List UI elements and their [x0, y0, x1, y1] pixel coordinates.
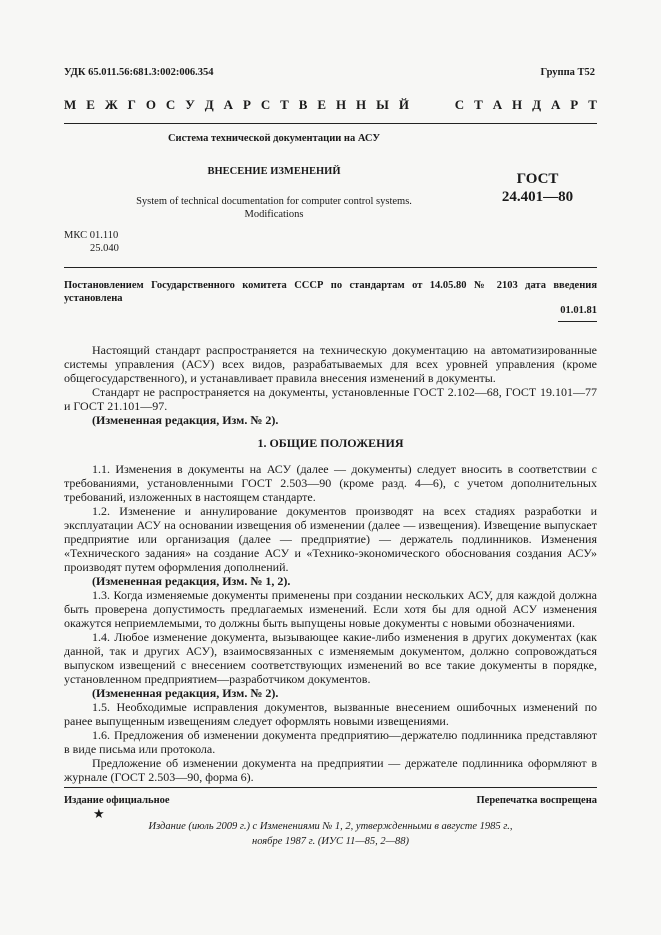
heading-letter — [419, 97, 427, 113]
star-icon: ★ — [93, 806, 105, 821]
heading-letter: У — [185, 97, 195, 112]
heading-letter: А — [492, 97, 503, 112]
heading-letter: С — [454, 97, 465, 112]
english-title-line2: Modifications — [244, 209, 304, 220]
heading-letter: Р — [242, 97, 251, 112]
section-heading: 1. ОБЩИЕ ПОЛОЖЕНИЯ — [257, 436, 404, 450]
introduction-date: 01.01.81 — [560, 305, 597, 316]
udk-code: УДК 65.011.56:681.3:002:006.354 — [64, 67, 214, 78]
heading-letter: Р — [570, 97, 579, 112]
document-title: ВНЕСЕНИЕ ИЗМЕНЕНИЙ — [207, 166, 341, 177]
heading-letter: О — [145, 97, 156, 112]
heading-letter: Е — [317, 97, 327, 112]
official-edition-label: Издание официальное — [64, 795, 170, 806]
heading-letter: С — [165, 97, 176, 112]
heading-letter: Т — [474, 97, 483, 112]
english-title — [64, 195, 484, 221]
issue-info-line2: ноябре 1987 г. (ИУС 11—85, 2—88) — [251, 836, 409, 847]
clause-1-1: 1.1. Изменения в документы на АСУ (далее — документы) следует вносить в соответствии с требованиями, установленными ГОСТ 2.503—90 (кроме разд. 4—6), с учетом дополнительных требований, изложенных в настоящем стандарте. — [64, 462, 597, 504]
english-title-line1: System of technical documentation for computer control systems. — [136, 196, 412, 207]
heading-letter: Д — [532, 97, 542, 112]
clause-1-5: 1.5. Необходимые исправления документов, вызванные внесением ошибочных изменений по ранее выпущенным извещениям следует оформлять новыми извещениями. — [64, 700, 597, 728]
heading-letter: Ы — [376, 97, 389, 112]
gost-number: 24.401—80 — [501, 189, 574, 205]
clause-1-4-note: (Измененная редакция, Изм. № 2). — [92, 686, 279, 700]
clause-1-6: 1.6. Предложения об изменении документа предприятию—держателю подлинника представляют в виде письма или протокола. — [64, 728, 597, 756]
heading-letter: А — [550, 97, 561, 112]
interstate-standard-heading — [64, 97, 597, 113]
heading-letter: М — [64, 97, 77, 112]
heading-letter: Е — [86, 97, 95, 112]
intro-paragraph-1: Настоящий стандарт распространяется на техническую документацию на автоматизированные системы управления (АСУ) всех видов, разрабатываемых для всех уровней управления (кроме общегосударственного), и устанавливает правила внесения изменений в документы. — [64, 343, 597, 385]
intro-block — [64, 343, 597, 427]
clause-1-3: 1.3. Когда изменяемые документы применены при создании нескольких АСУ, для каждой должна быть проверена допустимость предлагаемых изменений. Если хотя бы для одной АСУ изменения окажутся неприемлемыми, то должны быть выпущены новые документы с новыми обозначениями. — [64, 588, 597, 630]
heading-letter: Н — [335, 97, 347, 112]
issue-info-line1: Издание (июль 2009 г.) с Изменениями № 1, 2, утвержденными в августе 1985 г., — [148, 821, 513, 832]
gost-designation — [480, 170, 595, 206]
footer-divider — [64, 787, 597, 788]
clause-1-4: 1.4. Любое изменение документа, вызывающее какие-либо изменения в других документах (как данной, так и других АСУ), взаимосвязанных с изменяемым документом, должно сопровождаться выпуском извещений с внесением соответствующих изменений во все такие документы в порядке, установленном предприятием—разработчиком документов. — [64, 630, 597, 686]
heading-letter: Т — [280, 97, 289, 112]
mks-code-2: 25.040 — [90, 243, 119, 254]
mks-code-1: МКС 01.110 — [64, 230, 119, 241]
heading-letter: Д — [204, 97, 214, 112]
heading-letter: Т — [588, 97, 597, 112]
heading-letter: Н — [356, 97, 367, 112]
date-underline — [558, 321, 597, 322]
gost-label: ГОСТ — [516, 171, 559, 187]
title-divider — [64, 267, 597, 268]
group-code: Группа Т52 — [540, 67, 595, 78]
intro-paragraph-2: Стандарт не распространяется на документы, установленные ГОСТ 2.102—68, ГОСТ 19.101—77 и ГОСТ 21.101—97. — [64, 385, 597, 413]
resolution-text: Постановлением Государственного комитета СССР по стандартам от 14.05.80 № 2103 дата введения установлена — [64, 280, 597, 304]
heading-letter: Й — [398, 97, 409, 112]
section-body — [64, 462, 597, 784]
heading-letter: Г — [127, 97, 136, 112]
clause-1-6-continuation: Предложение об изменении документа на предприятии — держателе подлинника оформляют в журнале (ГОСТ 2.503—90, форма 6). — [64, 756, 597, 784]
system-title: Система технической документации на АСУ — [167, 133, 381, 144]
heading-letter: В — [298, 97, 308, 112]
heading-letter: Ж — [104, 97, 118, 112]
heading-letter — [437, 97, 445, 113]
header-divider — [64, 123, 597, 124]
heading-letter: Н — [512, 97, 523, 112]
heading-letter: С — [260, 97, 271, 112]
reprint-prohibited-label: Перепечатка воспрещена — [476, 795, 597, 806]
clause-1-2: 1.2. Изменение и аннулирование документов производят на всех стадиях разработки и эксплуатации АСУ на основании извещения об изменении (далее — извещения). Извещение выпускает предприятие или организация (далее — предприятие) — держатель подлинников. Изменения «Технического задания» на создание АСУ и «Технико-экономического обоснования создания АСУ» производят путем оформления дополнений. — [64, 504, 597, 574]
issue-info — [64, 819, 597, 849]
clause-1-2-note: (Измененная редакция, Изм. № 1, 2). — [92, 574, 291, 588]
intro-amendment-note: (Измененная редакция, Изм. № 2). — [92, 413, 279, 427]
heading-letter: А — [223, 97, 233, 112]
